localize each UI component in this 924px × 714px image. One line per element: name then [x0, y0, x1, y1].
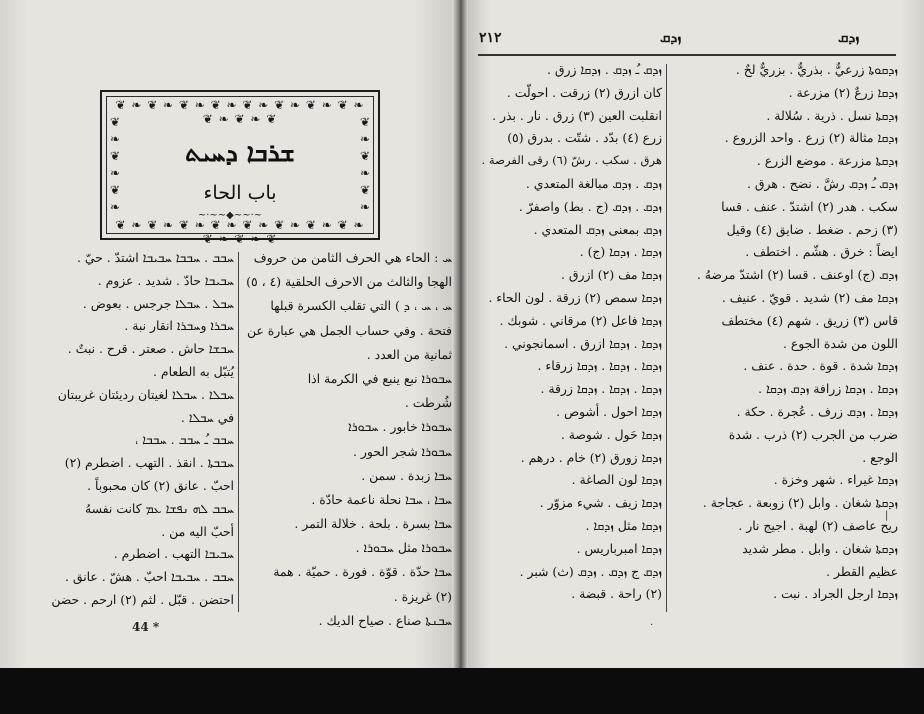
left-page-left-column — [40, 252, 234, 617]
entry-line: ܚܒܘܪܐ مثل ܚܒܘܪܐ . — [355, 540, 452, 556]
entry-line: ܙܕܩܐ . ܙܕܩܐ ازرق . اسمانجوني . — [504, 335, 662, 351]
entry-line: ܙܕܩܬܐ شغان . وابل . مطر شديد — [742, 540, 898, 556]
entry-line: ܚܒܫܐ حاش . صعتر . قرح . نبتٌ . — [67, 341, 234, 357]
book-gutter — [452, 0, 468, 668]
entry-line: ܙܕܩܐ . ܙܕܩܐ زرافة ܙܕܩ ܙܕܩܐ . — [758, 381, 898, 397]
entry-line: عظيم القطر . — [826, 563, 898, 579]
entry-line: ܙܕܩܐ لون الصاغة . — [571, 472, 662, 488]
entry-line: (٣) زحم . ضغط . ضايق (٤) وقيل — [726, 221, 898, 237]
entry-line: ܙܕܩܐ زيف . شيء مزوّر . — [539, 495, 662, 511]
entry-line: ܚܒܝܒܐ حادّ . شديد . عزوم . — [97, 272, 234, 288]
entry-line: ܙܕܩܐ . ܙܕܩ زرف . عُجرة . حكة . — [736, 403, 898, 419]
entry-line: ܚܒܒ ـُ ܚܒܒ . ܚܒܒܐ ، — [134, 432, 234, 448]
entry-line: ܙܕܩܐ امبرباريس . — [576, 540, 662, 556]
entry-line: ܙܕܩܐ شدة . قوة . حدة . عنف . — [743, 358, 898, 374]
entry-line: ܙܕܩ بمعنى ܙܕܩ المتعدي . — [533, 221, 662, 237]
right-page-right-column — [670, 64, 898, 611]
entry-line: ܙܕܩ ـُ ܙܕܩ . ܙܕܩܐ زرق . — [547, 62, 662, 77]
entry-line: ܙܕܩܐ مف (٢) ازرق . — [560, 267, 662, 283]
entry-line: ܙܕܩ ج ܙܕܩ . ܙܕܩ (ث) شبر . — [519, 563, 662, 579]
entry-line: ܚܒܐ حدّة . قوّة . فورة . حميّة . همة — [273, 564, 452, 580]
entry-line: ܙܕܩܐ . ܙܕܩܐ . ܙܕܩܐ زرقاء . — [537, 358, 662, 374]
entry-line: زرع (٤) بدّد . شتّت . بدرق (٥) — [507, 130, 662, 146]
ink-dot: · — [650, 620, 654, 631]
entry-line: ܚܒܠ . ܚܒܠܐ جرجس . بعوض . — [82, 295, 234, 311]
left-page-column-divider — [238, 252, 239, 612]
entry-line: ܚܒܐ بسرة . بلحة . خلالة التمر . — [294, 516, 452, 532]
entry-line: ܙܕܩܐ حَول . شوصة . — [560, 426, 662, 442]
entry-line: ܙܕܩܐ زورق (٢) خام . درهم . — [520, 449, 662, 465]
ornament-border-left: ❦ ❧ ❦ ❧ ❦ ❧ — [109, 115, 121, 214]
chapter-title-arabic: باب الحاء — [203, 182, 277, 204]
entry-line: ܚ ، ܚ ، ܕ ) التي تقلب الكسرة قبلها — [270, 298, 452, 314]
running-head-right: ܙܕܩ — [838, 30, 860, 46]
entry-line: ܚܒܪܐ وܚܒܪܐ انقار نبة . — [124, 318, 234, 334]
right-page-left-column — [478, 64, 662, 611]
entry-line: هرق . سكب . رشّ (٦) رقى الفرصة . — [481, 153, 662, 168]
entry-line: ثمانية من العدد . — [366, 346, 452, 362]
entry-line: ܙܕܩܘܬܐ زرعيٌّ . بذريٌّ . بزريٌّ لحٌ . — [735, 62, 898, 77]
scan-bottom-edge — [0, 668, 924, 714]
ornament-border-top: ❦ ❧ ❦ ❧ ❦ ❧ ❦ ❧ ❦ ❧ ❦ ❧ ❦ ❧ ❦ ❧ ❦ ❧ ❦ ❧ ❦ — [115, 98, 365, 126]
left-page-right-column — [240, 252, 452, 639]
entry-line: ܙܕܩ . ܙܕܩ مبالغة المتعدي . — [525, 175, 662, 191]
entry-line: ܙܕܩܐ مف (٢) شديد . قويّ . عنيف . — [721, 289, 898, 305]
entry-line: انقلبت العين (٣) زرق . نار . بذر . — [492, 107, 662, 123]
entry-line: ܚܒܘܪܐ شجر الحور . — [352, 443, 452, 459]
entry-line: ܙܕܩ ـُ ܙܕܩ رشَّ . نضح . هرق . — [746, 175, 898, 191]
entry-line: ܙܕܩܐ . ܙܕܩܐ (ج) . — [579, 244, 662, 260]
header-rule — [478, 54, 896, 56]
entry-line: ܙܕܩܐ مثل ܙܕܩܐ . — [585, 517, 662, 533]
entry-line: ايضاً : خرق . هشّم . اختطف . — [745, 244, 898, 260]
entry-line: قاس (٣) زريق . شهم (٤) مختطف — [721, 312, 898, 328]
entry-line: ريح عاصف (٢) لهبة . اجيج نار . — [738, 517, 898, 533]
entry-line: الهجا والثالث من الاحرف الحلقية (٤ ، ٥) — [246, 274, 452, 290]
right-page-column-divider — [666, 64, 667, 612]
entry-line: ܙܕܩܬܐ نسل . ذرية . سُلالة . — [766, 107, 898, 123]
entry-line: سكب . هدر (٢) اشتدّ . عنف . قسا — [721, 198, 898, 214]
ornament-border-bottom: ❦ ❧ ❦ ❧ ❦ ❧ ❦ ❧ ❦ ❧ ❦ ❧ ❦ ❧ ❦ ❧ ❦ ❧ ❦ ❧ ❦ — [115, 218, 365, 246]
entry-line: ܙܕܩܐ سمص (٢) زرقة . لون الحاء . — [488, 289, 662, 305]
entry-line: ܚܒܝܒܐ التهب . اضطرم . — [113, 546, 234, 562]
entry-line: ܙܕܩܐ . ܙܕܩܐ . ܙܕܩܐ زرقة . — [540, 381, 662, 397]
entry-line: ܚܒܢܬܐ صناع . صياح الديك . — [318, 612, 452, 628]
entry-line: يُتبّل به الطعام . — [153, 363, 234, 379]
entry-line: في ܚܒܠܐ . — [180, 409, 234, 425]
margin-tick-mark: | — [885, 510, 889, 521]
entry-line: ܙܕܩܐ مثالة (٢) زرع . واحد الزروع . — [724, 130, 898, 146]
right-page-number: ٢١٢ — [479, 30, 502, 46]
running-head-center: ܙܕܩ — [660, 30, 682, 46]
chapter-title-syriac: ܫܪܒܐ ܕܚܝܬ — [185, 138, 295, 167]
entry-line: اللون من شدة الجوع . — [783, 335, 898, 351]
entry-line: ܚܒܘܪܐ نبع ينبع في الكرمة اذا — [307, 370, 452, 386]
entry-line: ܚܒܘܪܐ خابور . ܚܒܘܪܐ — [348, 419, 452, 435]
entry-line: ܚܒܒ . ܚܒܒܐ ܚܒܝܒܐ اشتدّ . حيّ . — [76, 250, 234, 265]
left-page-number: 44 * — [132, 620, 160, 634]
entry-line: ܙܕܩܐ زرعٌ (٢) مزرعة . — [788, 84, 898, 100]
entry-line: أحبّ اليه من . — [161, 523, 234, 539]
entry-line: ܙܕܩܬܐ مزرعة . موضع الزرع . — [756, 153, 898, 169]
entry-line: ܙܕܩܬܐ شغان . وابل (٢) زوبعة . عجاجة . — [702, 495, 898, 511]
entry-line: ܚܒܠܐ . ܚܒܠܐ لغيتان رديئتان غريبتان — [57, 386, 234, 402]
entry-line: (٢) راحة . قبضة . — [571, 586, 662, 602]
entry-line: احبّ . عانق (٢) كان محبوباً . — [87, 477, 234, 493]
entry-line: ܚܒܐ زبدة . سمن . — [361, 467, 452, 483]
entry-line: ܙܕܩ (ج) اوعنف . قسا (٢) اشتدّ مرضهُ . — [696, 267, 898, 283]
entry-line: ܚ : الحاء هي الحرف الثامن من حروف — [253, 250, 452, 265]
entry-line: (٢) غريزة . — [393, 588, 452, 604]
entry-line: شُرطت . — [404, 395, 452, 411]
entry-line: فتحة . وفي حساب الجمل هي عبارة عن — [246, 322, 452, 338]
entry-line: ܚܒܒ ܠܗ ܢܦܫܐ ܥܡ كانت نفسهُ — [84, 500, 234, 516]
entry-line: الوجع . — [862, 449, 898, 465]
entry-line: ܙܕܩ . ܙܕܩ (ج . بط) واصفرّ . — [518, 198, 662, 214]
entry-line: ܚܒܐ ، ܚܒܐ نحلة ناعمة حادّة . — [311, 491, 452, 507]
entry-line: ܙܕܩܐ فاعل (٢) مرقاني . شوبك . — [499, 312, 662, 328]
entry-line: ܚܒܒܬܐ . انقذ . التهب . اضطرم (٢) — [64, 455, 234, 471]
entry-line: كان ازرق (٢) زرقت . احولّت . — [506, 84, 662, 100]
entry-line: ܙܕܩܐ ارجل الجراد . نبت . — [773, 586, 898, 602]
entry-line: ܙܕܩܐ احول . أشوص . — [556, 403, 662, 419]
entry-line: ܙܕܩܐ غيراء . شهر وخزة . — [773, 472, 898, 488]
entry-line: ضرب من الجرب (٢) ذرب . شدة — [728, 426, 898, 442]
entry-line: احتضن . قبّل . لثم (٢) ارحم . حضن — [51, 591, 234, 607]
ornament-border-right: ❦ ❧ ❦ ❧ ❦ ❧ — [359, 115, 371, 214]
title-flourish: ~·~~◆~~·~ — [197, 210, 263, 221]
entry-line: ܚܒܒ . ܚܒܝܒܐ احبّ . هشّ . عانق . — [65, 569, 234, 585]
